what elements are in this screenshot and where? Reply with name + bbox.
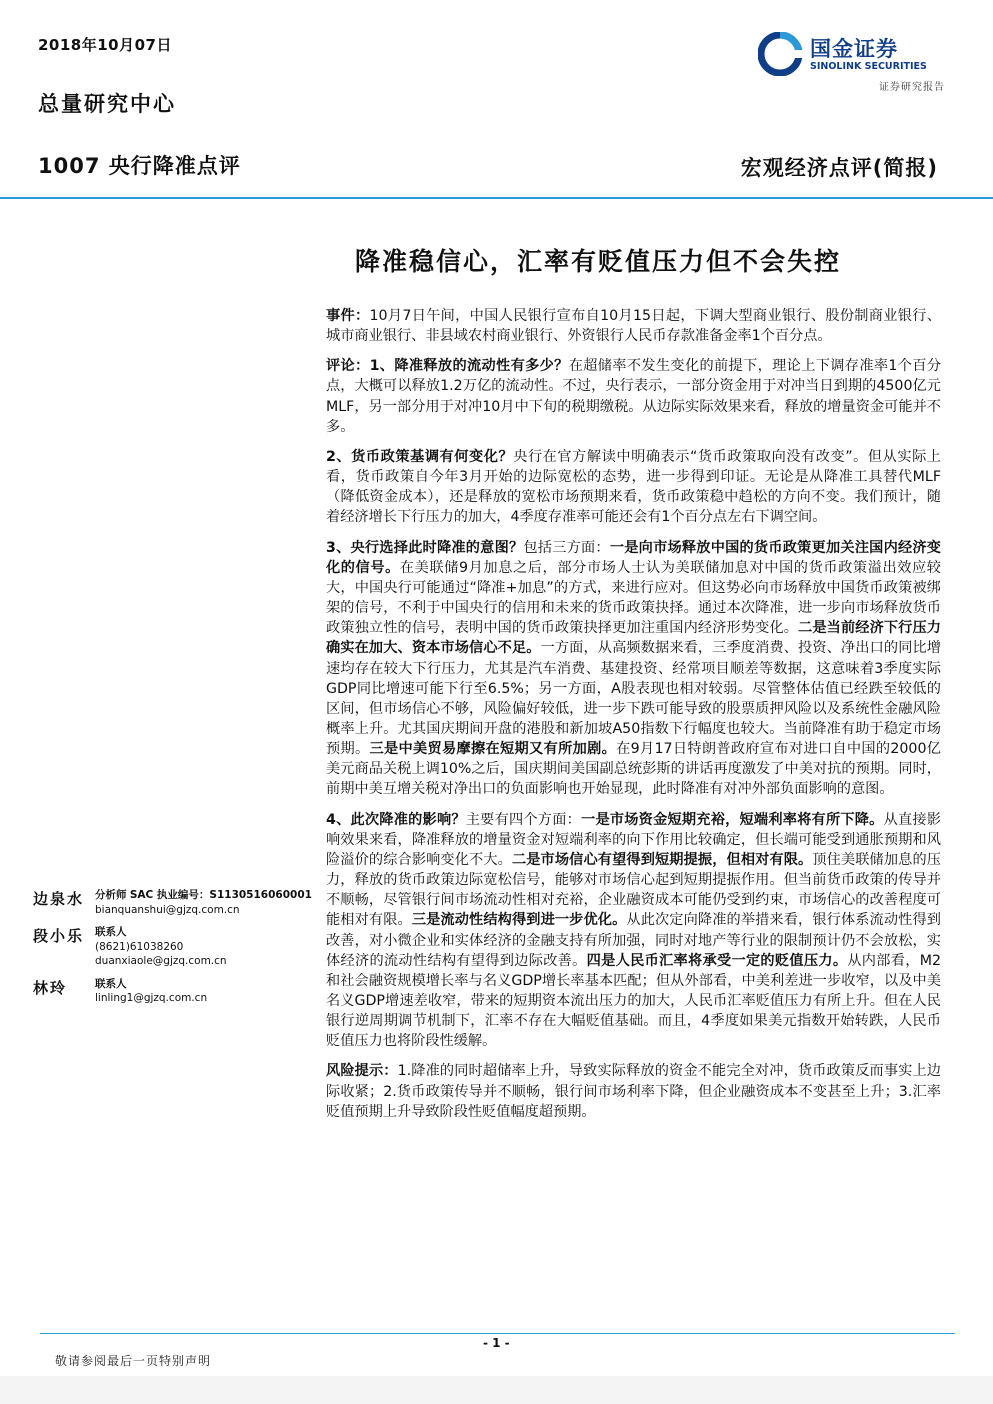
event-paragraph — [326, 306, 941, 346]
comment-2-text: 央行在官方解读中明确表示“货币政策取向没有改变”。但从实际上看，货币政策自今年3月开始的边际宽松的态势，进一步得到印证。无论是从降准工具替代MLF（降低资金成本），还是释放的宽松市场预期来看，货币政策稳中趋松的方向不变。我们预计，随着经济增长下行压力的加大，4季度存准率可能还会有1个百分点左右下调空间。 — [326, 448, 941, 526]
analyst-email[interactable]: bianquanshui@gjzq.com.cn — [95, 903, 240, 916]
analyst-entry — [33, 977, 313, 1006]
analyst-sac-id: SAC 执业编号：S1130516060001 — [129, 889, 312, 901]
comment-3-label: 3、央行选择此时降准的意图？ — [326, 539, 524, 556]
analyst-role: 联系人 — [95, 926, 127, 938]
analyst-entry — [33, 925, 313, 969]
comment-4-text: 从此次定向降准的举措来看，银行体系流动性得到改善，对小微企业和实体经济的金融支持有所加强，同时对地产等行业的限制预计仍不会放松，实体经济的流动性结构有望得到边际改善。 — [326, 912, 941, 969]
comment-2-paragraph — [326, 447, 941, 528]
analyst-entry — [33, 888, 313, 917]
analyst-email[interactable]: linling1@gjzq.com.cn — [95, 992, 208, 1004]
comment-3-text: 在美联储9月加息之后，部分市场人士认为美联储加息对中国的货币政策溢出效应较大，中国央行可能通过“降准+加息”的方式，来进行应对。但这势必向市场释放中国货币政策被绑架的信号，不利于中国央行的信用和未来的货币政策抉择。通过本次降准，进一步向市场释放货币政策独立性的信号，表明中国的货币政策抉择更加注重国内经济形势变化。 — [326, 559, 941, 637]
comment-1-paragraph — [326, 356, 941, 437]
disclaimer-note: 敬请参阅最后一页特别声明 — [55, 1354, 212, 1368]
event-text: 10月7日午间，中国人民银行宣布自10月15日起，下调大型商业银行、股份制商业银行、城市商业银行、非县域农村商业银行、外资银行人民币存款准备金率1个百分点。 — [326, 308, 941, 345]
analyst-role: 联系人 — [95, 977, 127, 990]
comment-3-point-2: 二是当前经济下行压力确实在加大、资本市场信心不足。 — [326, 620, 941, 657]
comment-4-text: 从内部看，M2和社会融资规模增长率与名义GDP增长率基本匹配；但从外部看，中美利差进一步收窄，以及中美名义GDP增速差收窄，带来的短期资本流出压力的加大，人民币汇率贬值压力有所上升。但在人民银行逆周期调节机制下，汇率不存在大幅贬值基础。而且，4季度如果美元指数开始转跌，人民币贬值压力也将阶段性缓解。 — [326, 952, 941, 1050]
report-date: 2018年10月07日 — [38, 36, 172, 54]
comment-3-point-3: 三是中美贸易摩擦在短期又有所加剧。 — [369, 741, 617, 758]
analyst-email[interactable]: duanxiaole@gjzq.com.cn — [95, 955, 227, 967]
report-subject-title: 1007 央行降准点评 — [38, 154, 241, 178]
comment-4-point-3: 三是流动性结构得到进一步优化。 — [411, 912, 627, 929]
analyst-name: 段小乐 — [33, 927, 85, 945]
comment-3-point-1: 一是向市场释放中国的货币政策更加关注国内经济变化的信号。 — [326, 539, 941, 576]
comment-4-point-1: 一是市场资金短期充裕，短端利率将有所下降。 — [581, 811, 884, 828]
page-bottom-band — [0, 1376, 993, 1404]
event-label: 事件： — [326, 308, 370, 324]
comment-4-point-4: 四是人民币汇率将承受一定的贬值压力。 — [586, 952, 848, 969]
comment-2-label: 2、货币政策基调有何变化？ — [326, 448, 514, 465]
report-type-title: 宏观经济点评(简报) — [740, 156, 938, 180]
sinolink-logo-icon — [758, 32, 804, 76]
analyst-role: 分析师 — [95, 889, 127, 901]
analyst-list — [33, 888, 313, 1014]
main-title: 降准稳信心，汇率有贬值压力但不会失控 — [355, 247, 842, 276]
comment-3-text: 一方面，从高频数据来看，三季度消费、投资、净出口的同比增速均存在较大下行压力，尤其是汽车消费、基建投资、经常项目顺差等数据，这意味着3季度实际GDP同比增速可能下行至6.5%；另一方面，A股表现也相对较弱。尽管整体估值已经跌至较低的区间，但市场信心不够，风险偏好较低，进一步下跌可能导致的股票质押风险以及系统性金融风险概率上升。尤其国庆期间开盘的港股和新加坡A50指数下行幅度也较大。当前降准有助于稳定市场预期。 — [326, 640, 941, 758]
comment-3-text: 包括三方面： — [523, 539, 610, 556]
research-center-name: 总量研究中心 — [38, 92, 176, 116]
footer-divider — [40, 1333, 955, 1334]
comment-4-point-2: 二是市场信心有望得到短期提振，但相对有限。 — [511, 851, 813, 868]
comment-1-label: 评论：1、降准释放的流动性有多少？ — [326, 358, 569, 375]
header-divider — [0, 197, 993, 199]
page-number: - 1 - — [483, 1336, 510, 1350]
comment-3-paragraph — [326, 538, 941, 800]
analyst-phone: (8621)61038260 — [95, 940, 184, 953]
logo-chinese-text: 国金证券 — [810, 37, 898, 61]
logo-english-text: SINOLINK SECURITIES — [810, 61, 927, 72]
comment-4-paragraph — [326, 810, 941, 1052]
comment-4-text: 顶住美联储加息的压力，释放的货币政策边际宽松信号，能够对市场信心起到短期提振作用。但当前货币政策的传导并不顺畅，尽管银行间市场流动性相对充裕，企业融资成本可能仍受到约束，市场信心的改善程度可能相对有限。 — [326, 851, 941, 929]
risk-label: 风险提示： — [326, 1063, 398, 1080]
report-category-label: 证券研究报告 — [879, 82, 945, 93]
risk-text: 1.降准的同时超储率上升，导致实际释放的资金不能完全对冲，货币政策反而事实上边际收紧；2.货币政策传导并不顺畅，银行间市场利率下降，但企业融资成本不变甚至上升；3.汇率贬值预期上升导致阶段性贬值幅度超预期。 — [326, 1063, 941, 1120]
comment-3-text: 在9月17日特朗普政府宣布对进口自中国的2000亿美元商品关税上调10%之后，国庆期间美国副总统彭斯的讲话再度激发了中美对抗的预期。同时，前期中美互增关税对净出口的负面影响也开始显现，此时降准有对冲外部负面影响的意图。 — [326, 741, 941, 798]
risk-paragraph — [326, 1061, 941, 1121]
analyst-name: 边泉水 — [33, 890, 85, 908]
comment-4-text: 从直接影响效果来看，降准释放的增量资金对短端利率的向下作用比较确定，但长端可能受到通胀预期和风险溢价的综合影响变化不大。 — [326, 811, 941, 868]
comment-1-text: 在超储率不发生变化的前提下，理论上下调存准率1个百分点，大概可以释放1.2万亿的流动性。不过，央行表示，一部分资金用于对冲当日到期的4500亿元MLF，另一部分用于对冲10月中下旬的税期缴税。从边际实际效果来看，释放的增量资金可能并不多。 — [326, 358, 942, 435]
sinolink-logo — [758, 32, 948, 76]
report-body — [326, 306, 941, 1132]
analyst-name: 林玲 — [33, 978, 68, 997]
comment-4-text: 主要有四个方面： — [465, 811, 582, 828]
comment-4-label: 4、此次降准的影响？ — [326, 811, 466, 828]
